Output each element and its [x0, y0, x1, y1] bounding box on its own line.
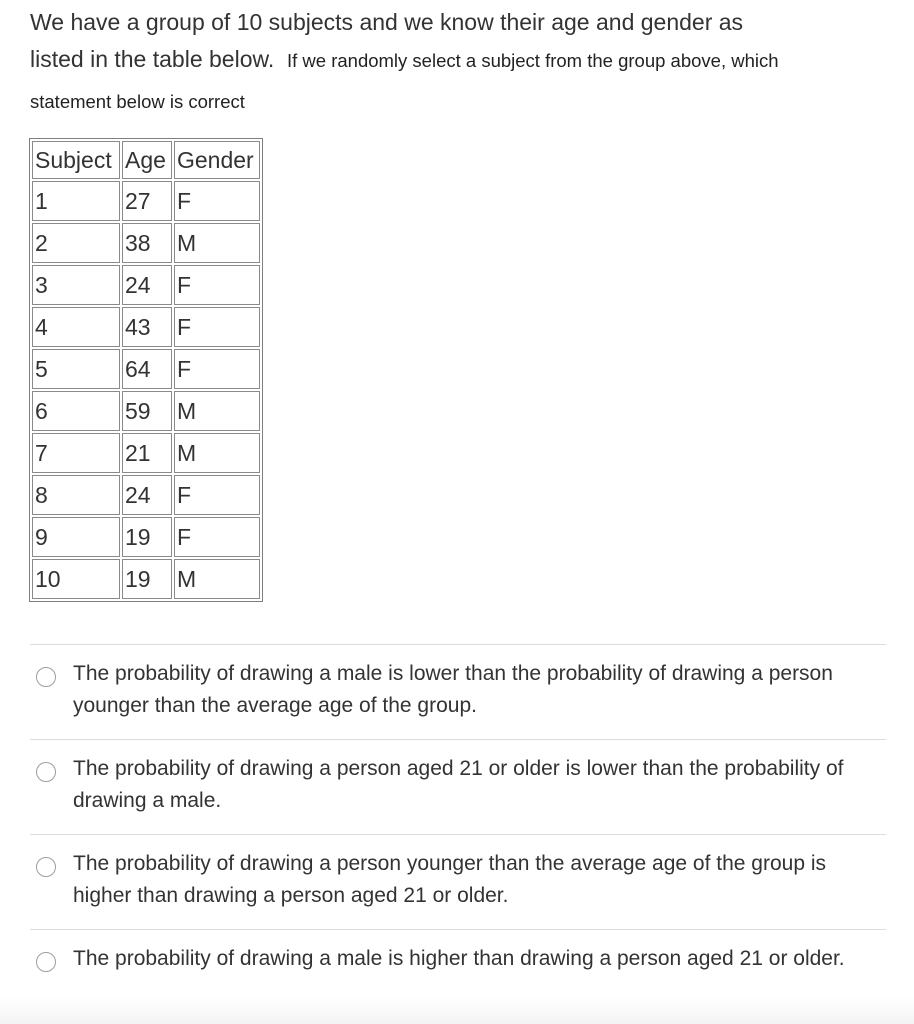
header-age: Age [122, 141, 172, 179]
question-line-2-large: listed in the table below. [30, 46, 275, 72]
question-line-1: We have a group of 10 subjects and we know their age and gender as [30, 9, 744, 35]
header-gender: Gender [174, 141, 260, 179]
subject-cell: 10 [32, 559, 120, 599]
subjects-table [29, 138, 263, 602]
question-line-2 [30, 40, 900, 80]
radio-button[interactable] [36, 952, 56, 972]
subject-cell: 2 [32, 223, 120, 263]
age-cell: 21 [122, 433, 172, 473]
gender-cell: F [174, 181, 260, 221]
table-row [32, 517, 260, 557]
option-label[interactable]: The probability of drawing a person aged 21 or older is lower than the probability of drawing a male. [73, 757, 844, 812]
answer-option-2[interactable] [30, 739, 886, 834]
gender-cell: F [174, 349, 260, 389]
table-row [32, 391, 260, 431]
question-line-3: statement below is correct [30, 91, 245, 112]
option-label[interactable]: The probability of drawing a person younger than the average age of the group is higher than drawing a person aged 21 or older. [73, 852, 826, 907]
bottom-fade [0, 996, 914, 1024]
gender-cell: M [174, 223, 260, 263]
age-cell: 19 [122, 517, 172, 557]
age-cell: 64 [122, 349, 172, 389]
table-row [32, 223, 260, 263]
table-row [32, 181, 260, 221]
subject-cell: 5 [32, 349, 120, 389]
gender-cell: M [174, 559, 260, 599]
age-cell: 43 [122, 307, 172, 347]
subject-cell: 3 [32, 265, 120, 305]
gender-cell: M [174, 433, 260, 473]
gender-cell: F [174, 307, 260, 347]
gender-cell: M [174, 391, 260, 431]
radio-button[interactable] [36, 857, 56, 877]
option-label[interactable]: The probability of drawing a male is lower than the probability of drawing a person younger than the average age of the group. [73, 662, 833, 717]
age-cell: 19 [122, 559, 172, 599]
table-header-row [32, 141, 260, 179]
header-subject: Subject [32, 141, 120, 179]
subject-cell: 9 [32, 517, 120, 557]
gender-cell: F [174, 517, 260, 557]
subject-cell: 7 [32, 433, 120, 473]
answer-option-1[interactable] [30, 644, 886, 739]
subject-cell: 1 [32, 181, 120, 221]
radio-button[interactable] [36, 667, 56, 687]
table-row [32, 307, 260, 347]
answer-options [30, 644, 886, 1024]
question-line-2-small: If we randomly select a subject from the group above, which [287, 50, 779, 71]
subject-cell: 4 [32, 307, 120, 347]
table-row [32, 349, 260, 389]
table-row [32, 265, 260, 305]
option-label[interactable]: The probability of drawing a male is higher than drawing a person aged 21 or older. [73, 947, 845, 970]
age-cell: 24 [122, 475, 172, 515]
age-cell: 27 [122, 181, 172, 221]
subject-cell: 6 [32, 391, 120, 431]
age-cell: 38 [122, 223, 172, 263]
gender-cell: F [174, 475, 260, 515]
subject-cell: 8 [32, 475, 120, 515]
question-text [30, 4, 900, 115]
gender-cell: F [174, 265, 260, 305]
answer-option-3[interactable] [30, 834, 886, 929]
age-cell: 59 [122, 391, 172, 431]
table-row [32, 433, 260, 473]
table-row [32, 475, 260, 515]
table-row [32, 559, 260, 599]
radio-button[interactable] [36, 762, 56, 782]
age-cell: 24 [122, 265, 172, 305]
